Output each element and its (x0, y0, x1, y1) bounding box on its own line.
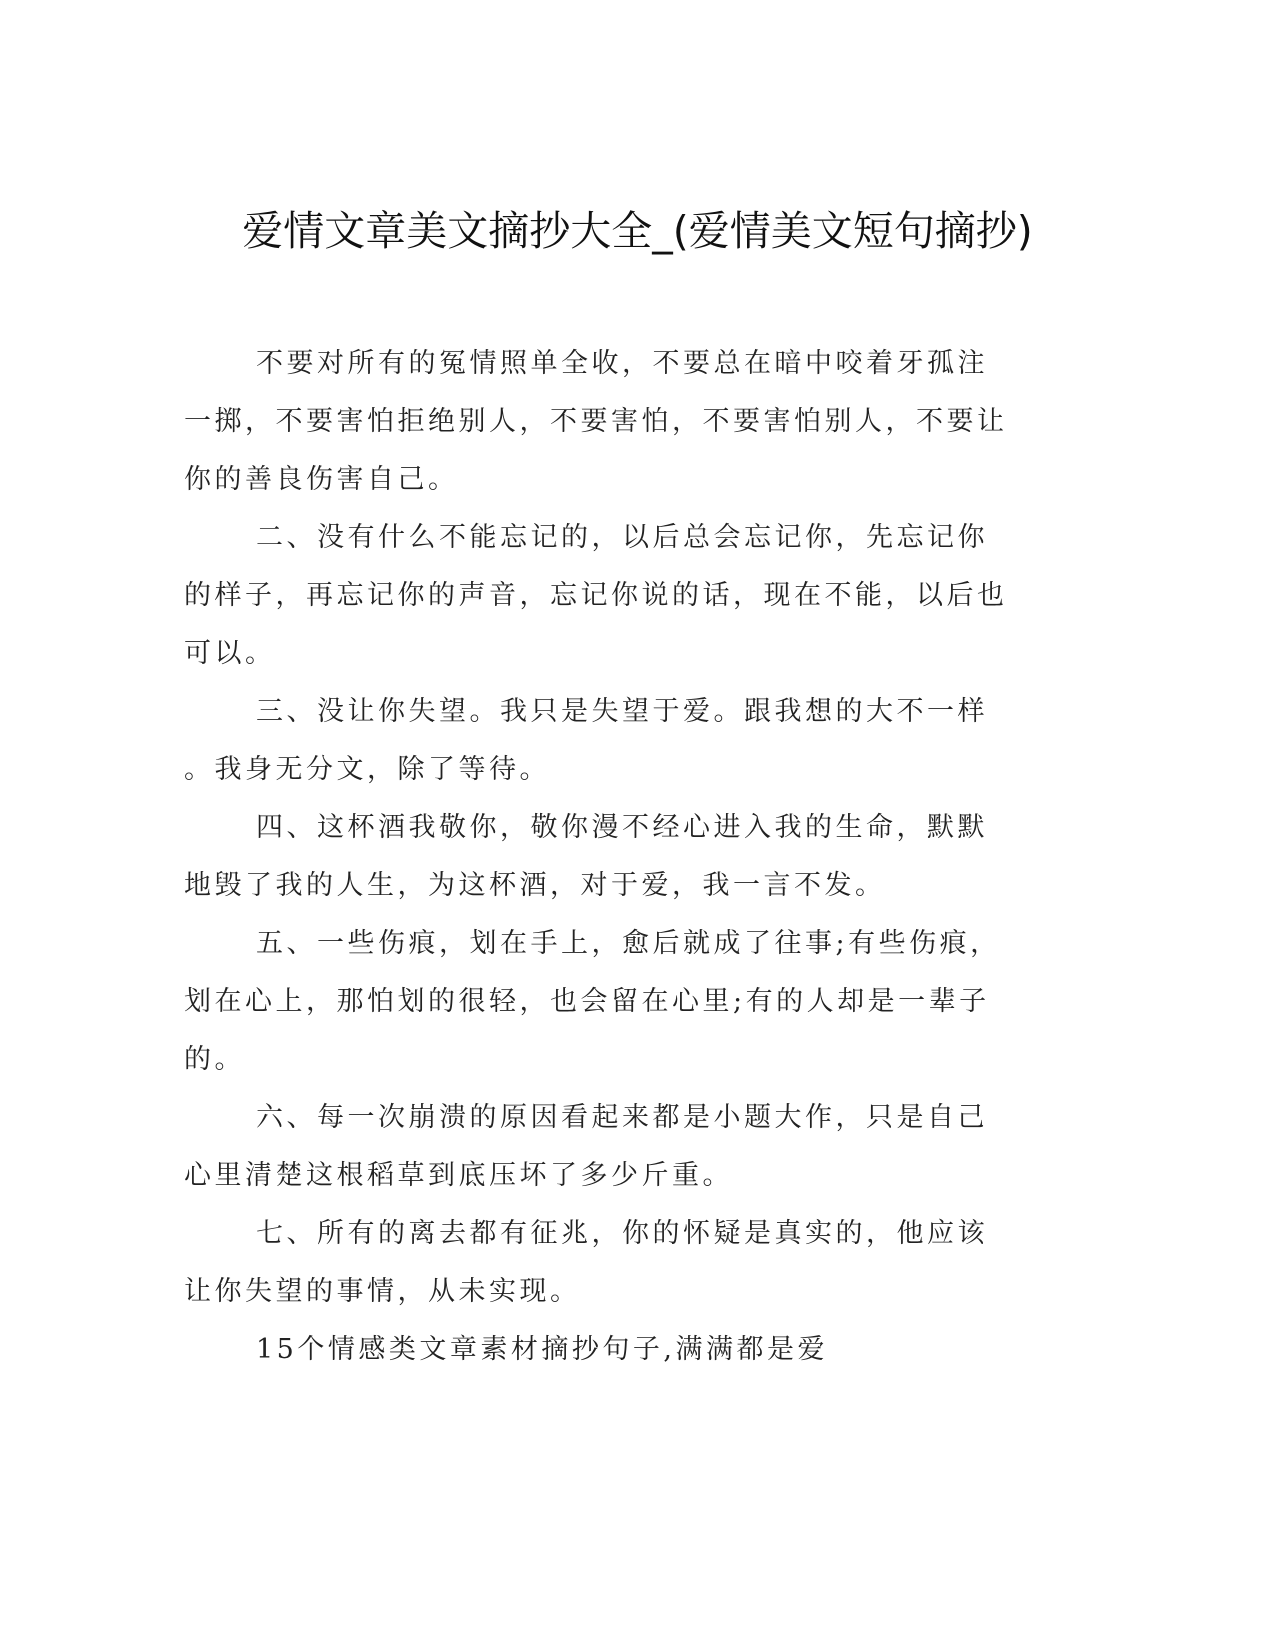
paragraph-line: 六、每一次崩溃的原因看起来都是小题大作，只是自己 (256, 1102, 988, 1133)
paragraph-line: 不要对所有的冤情照单全收，不要总在暗中咬着牙孤注 (256, 348, 988, 379)
paragraph-2 (184, 509, 1074, 683)
paragraph-line: 划在心上，那怕划的很轻，也会留在心里;有的人却是一辈子 (184, 986, 990, 1017)
paragraph-line: 一掷，不要害怕拒绝别人，不要害怕，不要害怕别人，不要让 (184, 406, 1008, 437)
document-title: 爱情文章美文摘抄大全_(爱情美文短句摘抄) (242, 207, 1033, 255)
paragraph-line: 四、这杯酒我敬你，敬你漫不经心进入我的生命，默默 (256, 812, 988, 843)
paragraph-1 (184, 335, 1074, 509)
paragraph-line: 地毁了我的人生，为这杯酒，对于爱，我一言不发。 (184, 870, 886, 901)
paragraph-line: 三、没让你失望。我只是失望于爱。跟我想的大不一样 (256, 696, 988, 727)
paragraph-3 (184, 683, 1074, 799)
paragraph-line: 让你失望的事情，从未实现。 (184, 1276, 581, 1307)
paragraph-line: 的样子，再忘记你的声音，忘记你说的话，现在不能，以后也 (184, 580, 1008, 611)
paragraph-line: 五、一些伤痕，划在手上，愈后就成了往事;有些伤痕， (256, 928, 1001, 959)
paragraph-line: 的。 (184, 1044, 245, 1075)
paragraph-line: 心里清楚这根稻草到底压坏了多少斤重。 (184, 1160, 733, 1191)
paragraph-line: 15个情感类文章素材摘抄句子,满满都是爱 (256, 1334, 828, 1365)
paragraph-line: 二、没有什么不能忘记的，以后总会忘记你，先忘记你 (256, 522, 988, 553)
paragraph-8 (184, 1321, 1074, 1379)
paragraph-line: 可以。 (184, 638, 276, 669)
paragraph-line: 你的善良伤害自己。 (184, 464, 459, 495)
document-body (184, 335, 1074, 1379)
paragraph-line: 七、所有的离去都有征兆，你的怀疑是真实的，他应该 (256, 1218, 988, 1249)
paragraph-6 (184, 1089, 1074, 1205)
paragraph-5 (184, 915, 1074, 1089)
paragraph-7 (184, 1205, 1074, 1321)
paragraph-4 (184, 799, 1074, 915)
paragraph-line: 。我身无分文，除了等待。 (184, 754, 550, 785)
